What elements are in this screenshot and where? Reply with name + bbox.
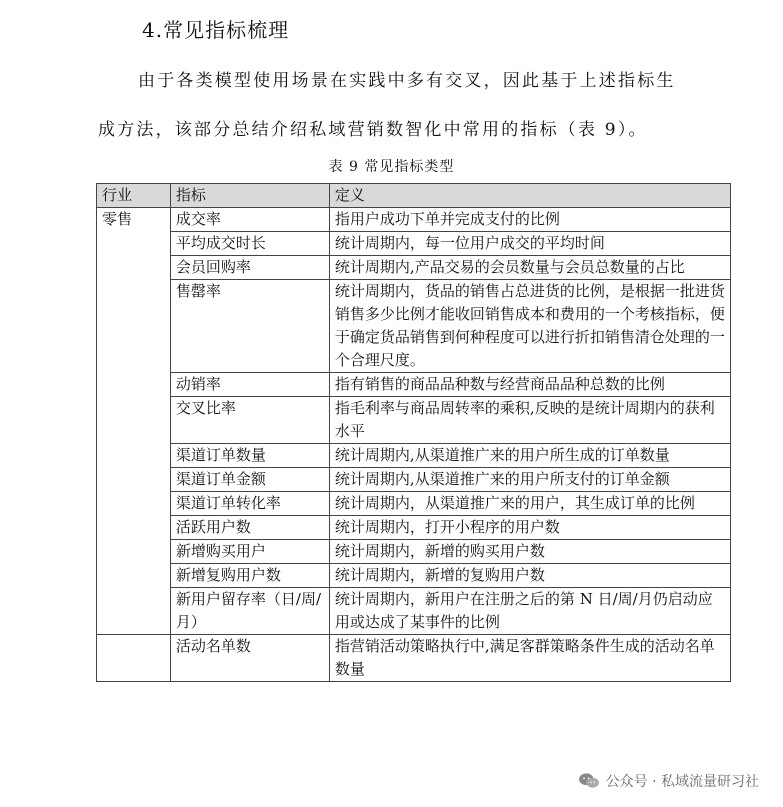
metric-cell: 活动名单数 bbox=[170, 635, 329, 682]
metric-cell: 活跃用户数 bbox=[170, 516, 329, 540]
table-row bbox=[97, 280, 731, 373]
watermark-text: 公众号 · 私域流量研习社 bbox=[605, 774, 759, 790]
definition-cell: 指有销售的商品品种数与经营商品品种总数的比例 bbox=[329, 373, 730, 397]
paragraph-line-2: 成方法，该部分总结介绍私域营销数智化中常用的指标（表 9）。 bbox=[98, 120, 648, 140]
table-caption: 表 9 常见指标类型 bbox=[328, 159, 455, 175]
table-row bbox=[97, 232, 731, 256]
table-row bbox=[97, 492, 731, 516]
table-row bbox=[97, 588, 731, 635]
industry-cell-empty bbox=[97, 635, 171, 682]
metric-cell: 交叉比率 bbox=[170, 397, 329, 444]
wechat-icon bbox=[578, 772, 600, 790]
watermark bbox=[574, 769, 763, 793]
definition-cell: 统计周期内，从渠道推广来的用户，其生成订单的比例 bbox=[329, 492, 730, 516]
section-heading: 4.常见指标梳理 bbox=[142, 18, 290, 42]
definition-cell: 指毛利率与商品周转率的乘积,反映的是统计周期内的获利水平 bbox=[329, 397, 730, 444]
header-metric: 指标 bbox=[170, 184, 329, 208]
metric-cell: 售罄率 bbox=[170, 280, 329, 373]
metric-cell: 新用户留存率（日/周/月） bbox=[170, 588, 329, 635]
metric-cell: 渠道订单数量 bbox=[170, 444, 329, 468]
definition-cell: 统计周期内，每一位用户成交的平均时间 bbox=[329, 232, 730, 256]
table-row bbox=[97, 564, 731, 588]
industry-cell: 零售 bbox=[97, 208, 171, 635]
table-row bbox=[97, 256, 731, 280]
metrics-table bbox=[96, 183, 731, 682]
definition-cell: 统计周期内，新用户在注册之后的第 N 日/周/月仍启动应用或达成了某事件的比例 bbox=[329, 588, 730, 635]
definition-cell: 统计周期内，新增的购买用户数 bbox=[329, 540, 730, 564]
table-row bbox=[97, 397, 731, 444]
definition-cell: 统计周期内,从渠道推广来的用户所支付的订单金额 bbox=[329, 468, 730, 492]
metric-cell: 动销率 bbox=[170, 373, 329, 397]
table-row bbox=[97, 208, 731, 232]
table-row bbox=[97, 540, 731, 564]
definition-cell: 统计周期内,产品交易的会员数量与会员总数量的占比 bbox=[329, 256, 730, 280]
definition-cell: 指用户成功下单并完成支付的比例 bbox=[329, 208, 730, 232]
header-definition: 定义 bbox=[329, 184, 730, 208]
metric-cell: 平均成交时长 bbox=[170, 232, 329, 256]
table-row bbox=[97, 516, 731, 540]
table-row bbox=[97, 373, 731, 397]
paragraph-line-1: 由于各类模型使用场景在实践中多有交叉，因此基于上述指标生 bbox=[138, 71, 676, 91]
definition-cell: 统计周期内，打开小程序的用户数 bbox=[329, 516, 730, 540]
metric-cell: 新增购买用户 bbox=[170, 540, 329, 564]
table-row bbox=[97, 468, 731, 492]
metric-cell: 会员回购率 bbox=[170, 256, 329, 280]
table-header-row bbox=[97, 184, 731, 208]
definition-cell: 指营销活动策略执行中,满足客群策略条件生成的活动名单数量 bbox=[329, 635, 730, 682]
definition-cell: 统计周期内,从渠道推广来的用户所生成的订单数量 bbox=[329, 444, 730, 468]
header-industry: 行业 bbox=[97, 184, 171, 208]
table-row bbox=[97, 444, 731, 468]
metric-cell: 渠道订单转化率 bbox=[170, 492, 329, 516]
definition-cell: 统计周期内，新增的复购用户数 bbox=[329, 564, 730, 588]
table-row bbox=[97, 635, 731, 682]
metric-cell: 新增复购用户数 bbox=[170, 564, 329, 588]
metric-cell: 成交率 bbox=[170, 208, 329, 232]
definition-cell: 统计周期内，货品的销售占总进货的比例，是根据一批进货销售多少比例才能收回销售成本和费用的一个考核指标，便于确定货品销售到何种程度可以进行折扣销售清仓处理的一个合理尺度。 bbox=[329, 280, 730, 373]
metric-cell: 渠道订单金额 bbox=[170, 468, 329, 492]
